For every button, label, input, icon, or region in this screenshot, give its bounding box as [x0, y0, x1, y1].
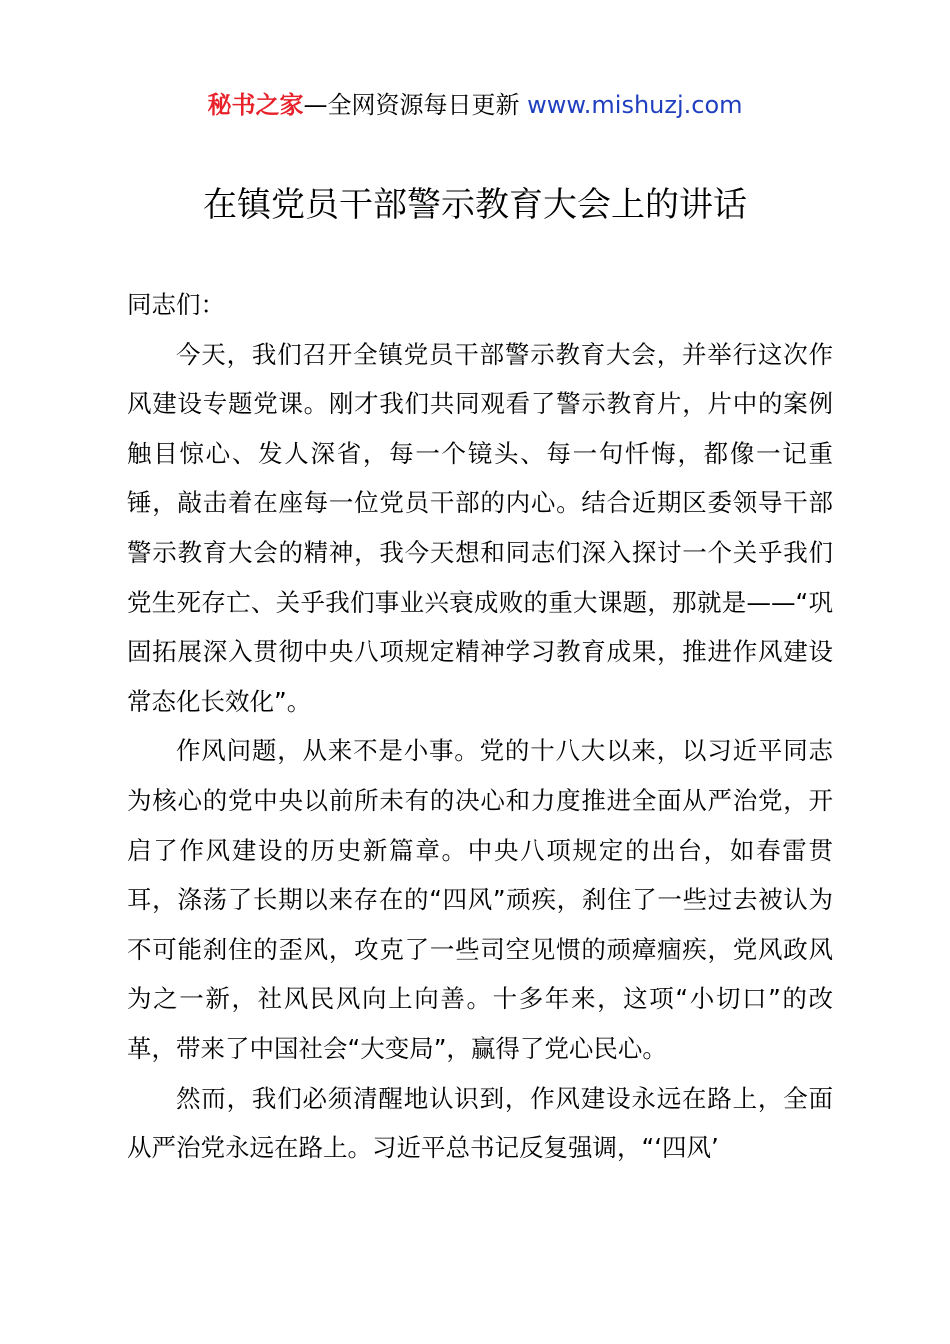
document-body [127, 280, 833, 1173]
site-url[interactable]: www.mishuzj.com [527, 91, 743, 119]
salutation: 同志们： [127, 290, 225, 319]
site-tagline: —全网资源每日更新 [303, 91, 528, 119]
brand-name: 秘书之家 [207, 91, 304, 119]
paragraph-1: 今天，我们召开全镇党员干部警示教育大会，并举行这次作风建设专题党课。刚才我们共同观看了警示教育片，片中的案例触目惊心、发人深省，每一个镜头、每一句忏悔，都像一记重锤，敲击着在座每一位党员干部的内心。结合近期区委领导干部警示教育大会的精神，我今天想和同志们深入探讨一个关乎我们党生死存亡、关乎我们事业兴衰成败的重大课题，那就是——“巩固拓展深入贯彻中央八项规定精神学习教育成果，推进作风建设常态化长效化”。 [127, 339, 833, 716]
site-header [0, 88, 950, 122]
paragraph-2: 作风问题，从来不是小事。党的十八大以来，以习近平同志为核心的党中央以前所未有的决心和力度推进全面从严治党，开启了作风建设的历史新篇章。中央八项规定的出台，如春雷贯耳，涤荡了长期以来存在的“四风”顽疾，刹住了一些过去被认为不可能刹住的歪风，攻克了一些司空见惯的顽瘴痼疾，党风政风为之一新，社风民风向上向善。十多年来，这项“小切口”的改革，带来了中国社会“大变局”，赢得了党心民心。 [127, 736, 833, 1063]
document-title: 在镇党员干部警示教育大会上的讲话 [203, 185, 747, 225]
paragraph-3: 然而，我们必须清醒地认识到，作风建设永远在路上，全面从严治党永远在路上。习近平总书记反复强调，“‘四风’ [127, 1083, 833, 1163]
